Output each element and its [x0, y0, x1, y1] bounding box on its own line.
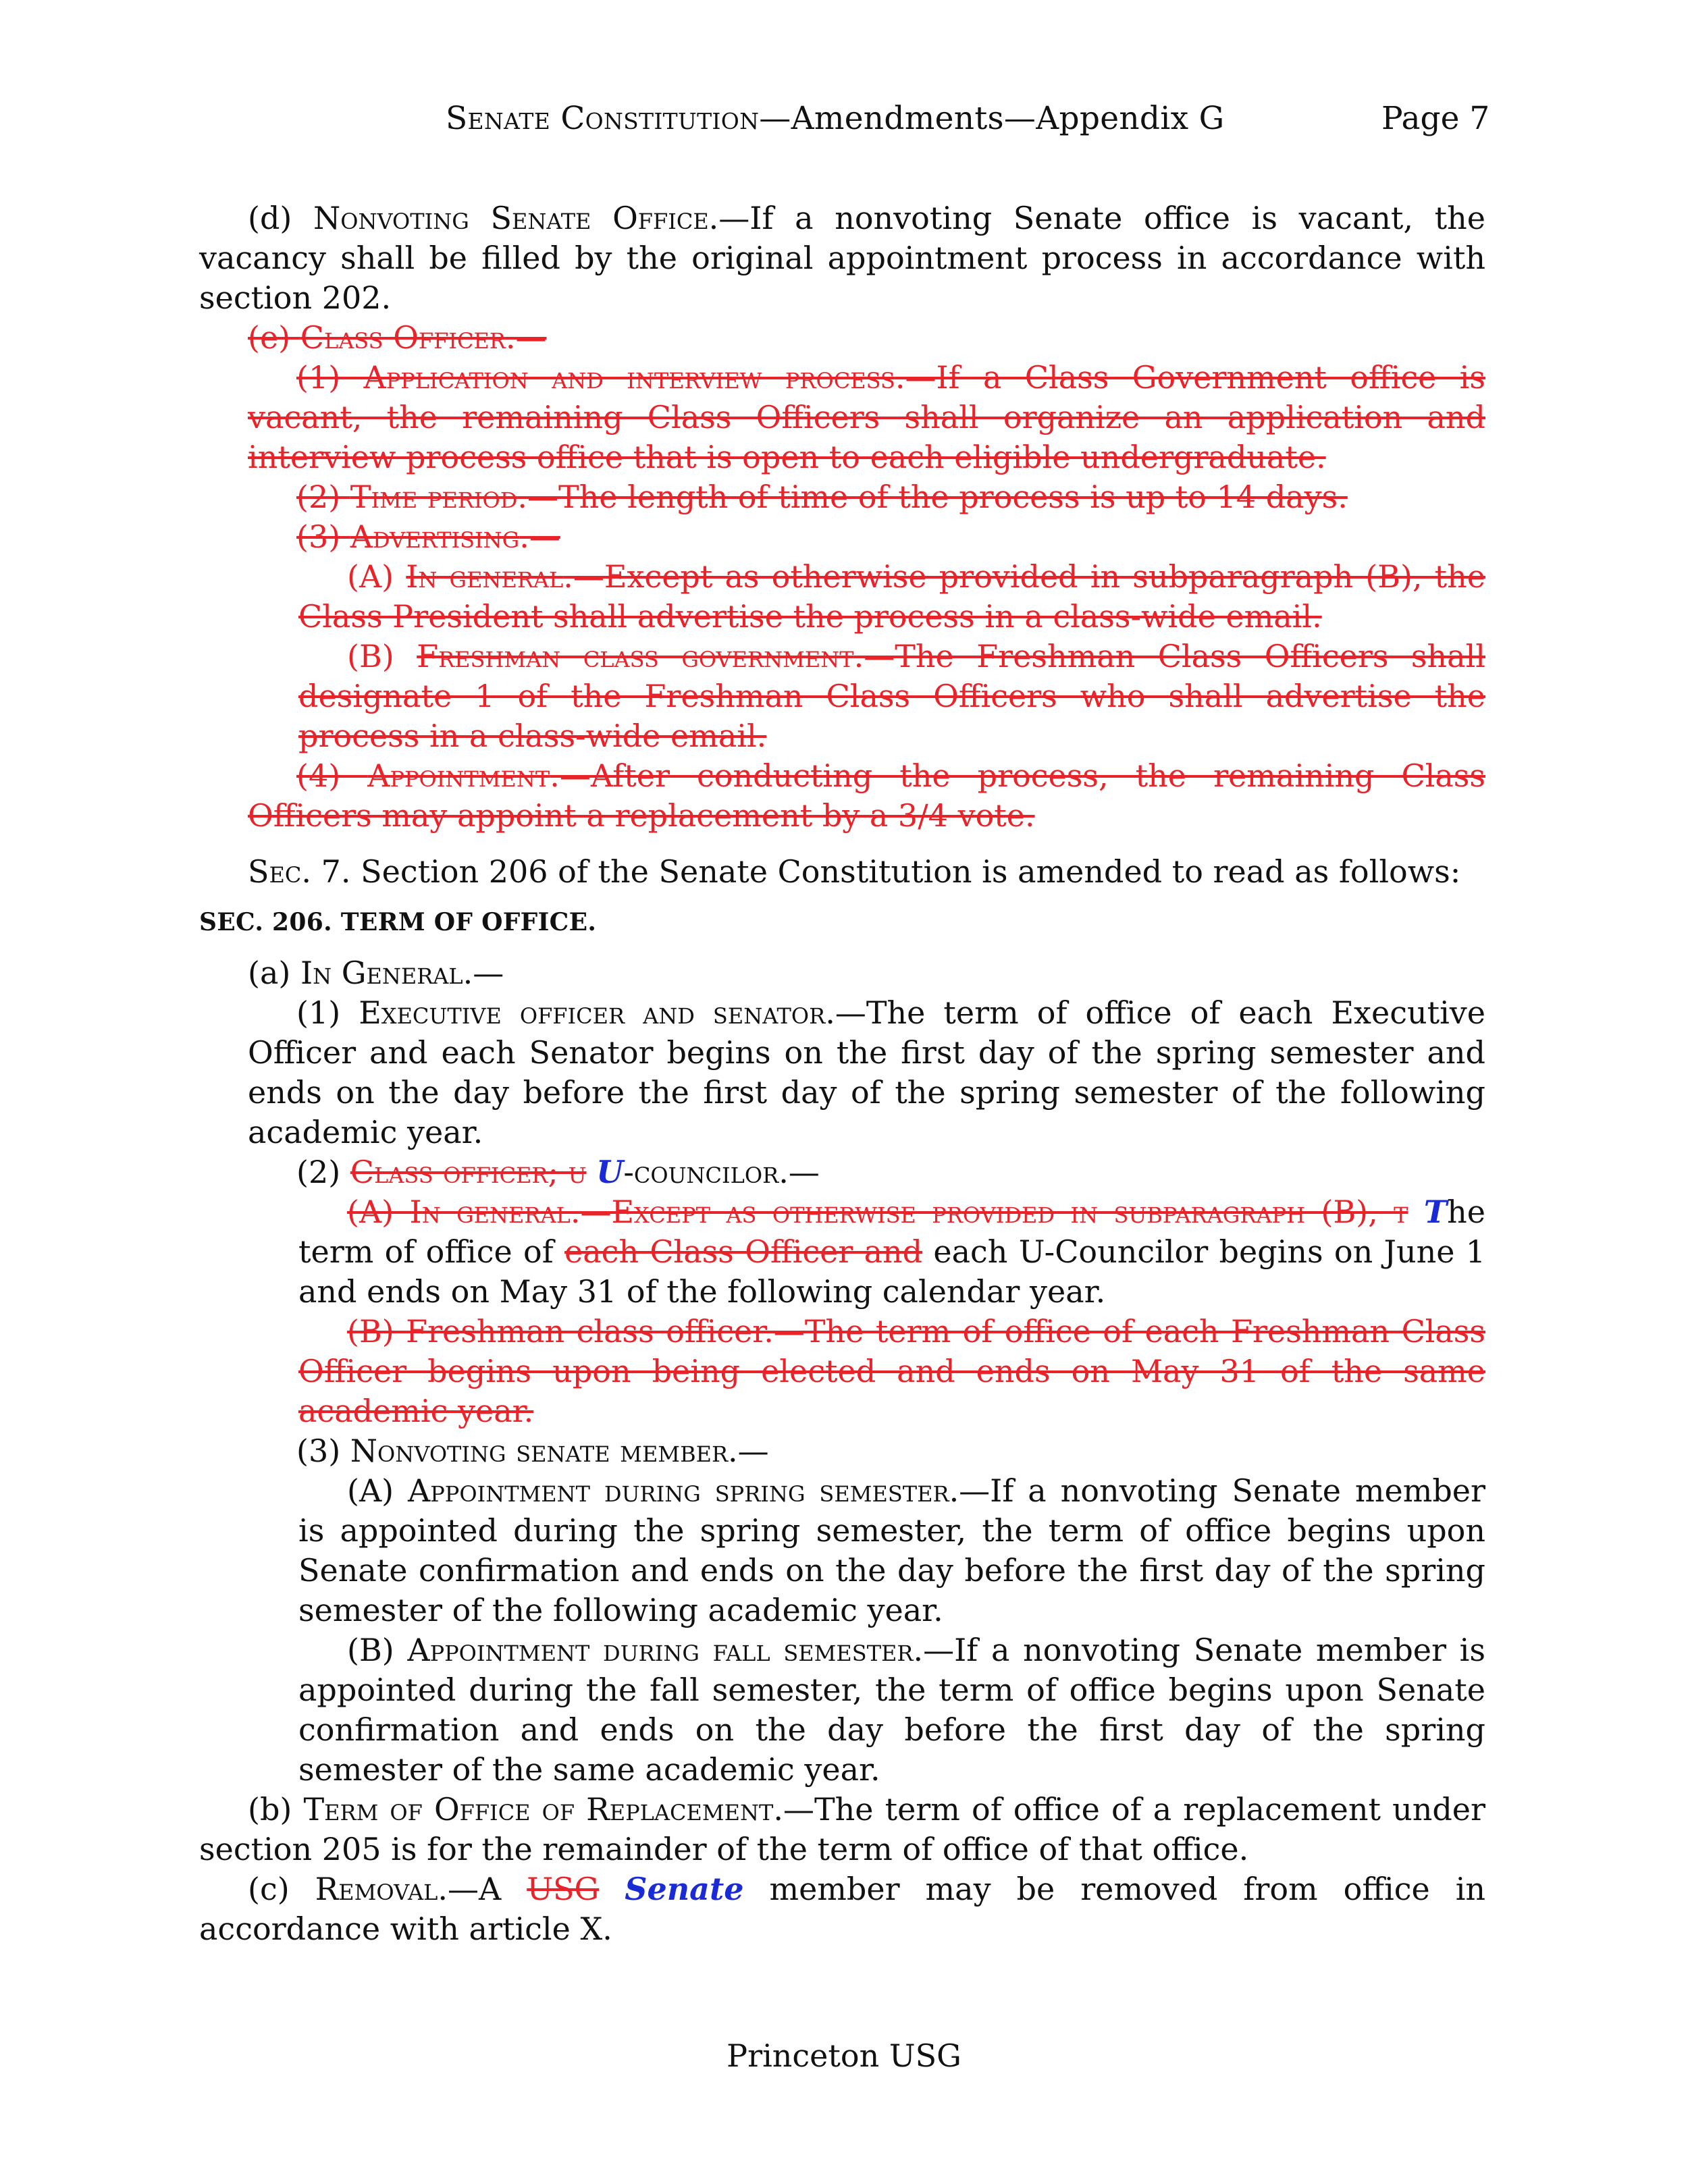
subparagraph-heading: In general [406, 558, 564, 595]
header-title: Senate Constitution [446, 100, 760, 137]
subparagraph-a3b [199, 1630, 1485, 1790]
subparagraph-a3a [199, 1471, 1485, 1630]
paragraph-heading: Appointment [367, 757, 550, 794]
subsection-e-deleted [199, 318, 1485, 358]
subparagraph-label: (A) [347, 558, 406, 595]
subsection-heading: In General [300, 955, 463, 991]
subparagraph-a2a [199, 1192, 1485, 1312]
subsection-heading: Term of Office of Replacement [303, 1791, 774, 1828]
paragraph-a1 [199, 993, 1485, 1152]
subparagraph-text: .—If a nonvoting Senate member is appointed during the spring semester, the term of office begins upon Senate confirmation and ends on the day before the first day of the spring semester of the following academic year. [298, 1472, 1485, 1628]
deleted-text: each Class Officer and [564, 1233, 923, 1270]
paragraph-text: .—If a Class Government office is vacant, the remaining Class Officers shall organize an application and interview process office that is open to each eligible undergraduate. [248, 359, 1486, 475]
subsection-label: (a) [248, 955, 300, 991]
paragraph-e3-deleted [199, 517, 1485, 557]
paragraph-label: (2) [296, 1154, 350, 1190]
section-abbrev: Sec [248, 853, 302, 890]
subsection-text: .—A [438, 1871, 527, 1907]
section-206-heading: SEC. 206. TERM OF OFFICE. [199, 908, 597, 936]
subparagraph-text: .—Except as otherwise provided in subparagraph (B), the Class President shall advertise the process in a class-wide email. [298, 558, 1486, 635]
subparagraph-label: (B) [347, 638, 417, 674]
paragraph-dash: .— [728, 1433, 769, 1469]
page-number: Page 7 [1381, 100, 1490, 137]
subsection-label: (e) [248, 319, 300, 356]
section-7-instruction [199, 852, 1485, 892]
paragraph-e4-deleted [199, 756, 1485, 836]
document-body [199, 198, 1485, 1949]
subparagraph-text: .—The Freshman Class Officers shall designate 1 of the Freshman Class Officers who shall advertise the process in a class-wide email. [298, 638, 1485, 754]
running-header [446, 100, 1225, 137]
subsection-heading: Removal [315, 1871, 438, 1907]
paragraph-heading: Nonvoting senate member [350, 1433, 729, 1469]
subsection-heading: Nonvoting Senate Office [313, 200, 709, 236]
subparagraph-a2b-deleted: (B) Freshman class officer.—The term of office of each Freshman Class Officer begins upon being elected and ends on May 31 of the same academic year. [298, 1313, 1485, 1429]
paragraph-text: .—The length of time of the process is up to 14 days. [517, 479, 1348, 515]
subsection-text: .—The term of office of a replacement under section 205 is for the remainder of the term of office of that office. [199, 1791, 1485, 1867]
paragraph-heading: Application and interview process [363, 359, 895, 396]
paragraph-label: (2) [296, 479, 350, 515]
paragraph-e1-deleted [199, 358, 1485, 477]
subsection-label: (b) [248, 1791, 304, 1828]
inserted-text: T [1423, 1194, 1448, 1230]
header-subtitle: —Amendments—Appendix G [759, 100, 1225, 137]
subparagraph-heading: Appointment during spring semester [408, 1472, 949, 1509]
subparagraph-heading: Appointment during fall semester [407, 1632, 914, 1668]
paragraph-dash: .— [779, 1154, 820, 1190]
subparagraph-text: each U-Councilor begins on June 1 and ends on May 31 of the following calendar year. [298, 1233, 1485, 1310]
subsection-heading: Class Officer [300, 319, 506, 356]
deleted-text: Class officer; u [350, 1154, 587, 1190]
subsection-dash: .— [505, 319, 547, 356]
subparagraph-heading: Freshman class government [417, 638, 854, 674]
paragraph-heading: Time period [350, 479, 518, 515]
paragraph-label: (3) [296, 518, 350, 555]
subsection-text: member may be removed from office in accordance with article X. [199, 1871, 1486, 1947]
paragraph-e2-deleted [199, 477, 1485, 517]
paragraph-dash: .— [519, 518, 560, 555]
subsection-text: .—If a nonvoting Senate office is vacant, the vacancy shall be filled by the original appointment process in accordance with section 202. [199, 200, 1485, 316]
paragraph-a3 [199, 1431, 1485, 1471]
subparagraph-e3b [199, 637, 1485, 756]
paragraph-label: (1) [296, 994, 359, 1031]
subsection-c [199, 1869, 1485, 1949]
paragraph-text: .—After conducting the process, the remaining Class Officers may appoint a replacement by a 3/4 vote. [248, 757, 1486, 834]
deleted-text: (A) In general.—Except as otherwise provided in subparagraph (B), t [347, 1194, 1408, 1230]
paragraph-heading: Advertising [350, 518, 520, 555]
subparagraph-text: he term of office of [298, 1194, 1486, 1270]
paragraph-label: (3) [296, 1433, 350, 1469]
inserted-text: Senate [625, 1871, 744, 1907]
subsection-dash: .— [463, 955, 504, 991]
subsection-a [199, 953, 1485, 993]
section-instruction-text: . 7. Section 206 of the Senate Constitution is amended to read as follows: [301, 853, 1461, 890]
subparagraph-label: (B) [347, 1632, 408, 1668]
paragraph-heading: Executive officer and senator [359, 994, 826, 1031]
paragraph-a2 [199, 1152, 1485, 1192]
paragraph-label: (1) [296, 359, 364, 396]
paragraph-text: .—The term of office of each Executive Officer and each Senator begins on the first day of the spring semester and ends on the day before the first day of the spring semester of the following academic year. [248, 994, 1485, 1150]
subparagraph-text: .—If a nonvoting Senate member is appointed during the fall semester, the term of office begins upon Senate confirmation and ends on the day before the first day of the spring semester of the same academic year. [298, 1632, 1485, 1788]
subparagraph-label: (A) [347, 1472, 408, 1509]
deleted-text: USG [527, 1871, 600, 1907]
subsection-label: (d) [248, 200, 313, 236]
subsection-d [199, 198, 1485, 318]
paragraph-label: (4) [296, 757, 368, 794]
paragraph-heading: -councilor [623, 1154, 779, 1190]
page-footer: Princeton USG [727, 2037, 961, 2074]
subparagraph-e3a [199, 557, 1485, 637]
subsection-b [199, 1790, 1485, 1869]
subsection-label: (c) [248, 1871, 315, 1907]
inserted-text: U [596, 1154, 624, 1190]
